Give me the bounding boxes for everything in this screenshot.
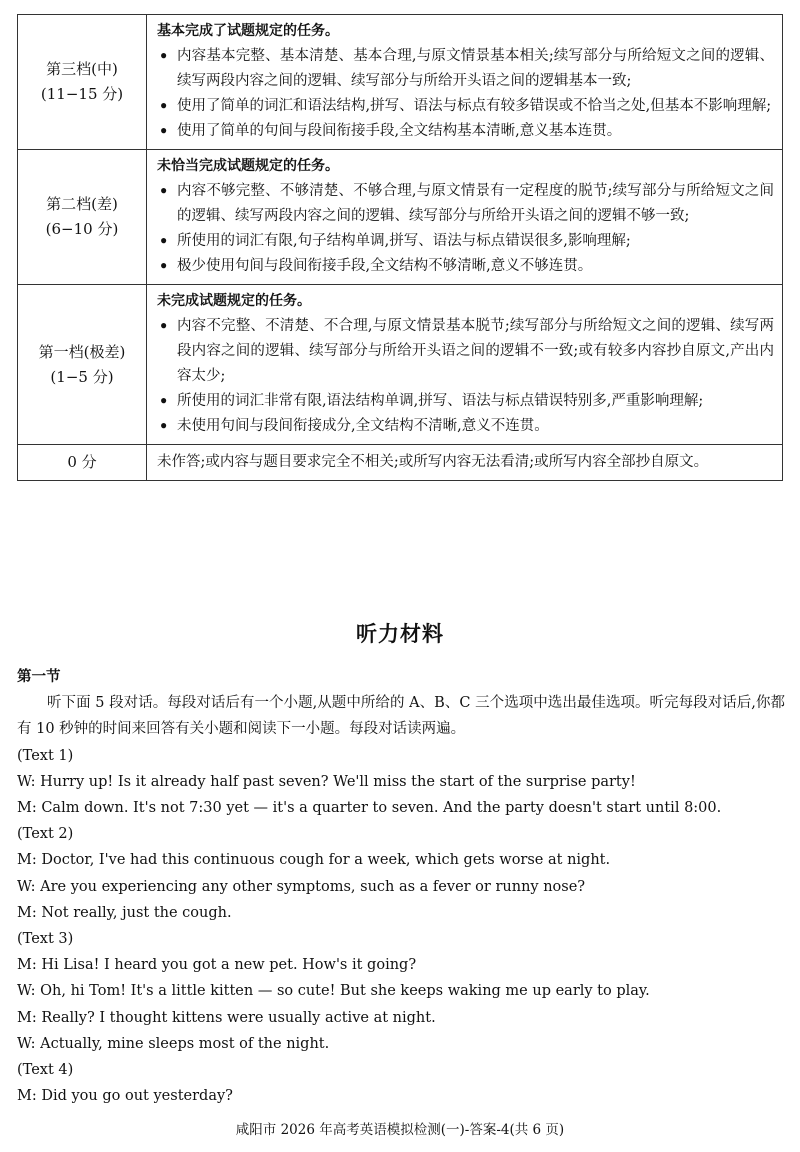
level-name: 第三档(中)	[46, 60, 118, 78]
text-label: (Text 4)	[17, 1062, 74, 1079]
level-heading: 未完成试题规定的任务。	[157, 293, 311, 309]
level-description	[147, 285, 783, 445]
criterion-item: • 内容基本完整、基本清楚、基本合理,与原文情景基本相关;续写部分与所给短文之间的逻辑、续写两段内容之间的逻辑、续写部分与所给开头语之间的逻辑基本一致;	[157, 44, 774, 94]
level-name: 0 分	[67, 453, 97, 471]
criterion-item: • 内容不完整、不清楚、不合理,与原文情景基本脱节;续写部分与所给短文之间的逻辑、续写两段内容之间的逻辑、续写部分与所给开头语之间的逻辑不一致;或有较多内容抄自原文,产出内容太少;	[157, 314, 774, 389]
rubric-row	[18, 285, 783, 445]
dialogue-line: W: Are you experiencing any other symptoms, such as a fever or runny nose?	[17, 878, 586, 895]
criterion-item: • 极少使用句间与段间衔接手段,全文结构不够清晰,意义不够连贯。	[157, 254, 774, 279]
rubric-row	[18, 150, 783, 285]
text-label: (Text 2)	[17, 826, 74, 843]
criterion-item: • 内容不够完整、不够清楚、不够合理,与原文情景有一定程度的脱节;续写部分与所给短文之间的逻辑、续写两段内容之间的逻辑、续写部分与所给开头语之间的逻辑不够一致;	[157, 179, 774, 229]
page-footer: 咸阳市 2026 年高考英语模拟检测(一)-答案-4(共 6 页)	[235, 1122, 565, 1138]
dialogue-line: M: Doctor, I've had this continuous cough for a week, which gets worse at night.	[17, 852, 611, 869]
criterion-item: • 所使用的词汇非常有限,语法结构单调,拼写、语法与标点错误特别多,严重影响理解;	[157, 389, 774, 414]
level-range: (6−10 分)	[45, 220, 119, 238]
dialogue-line: W: Actually, mine sleeps most of the night.	[17, 1035, 330, 1052]
text-label: (Text 1)	[17, 747, 74, 764]
listening-material	[17, 664, 785, 1109]
dialogue-line: W: Oh, hi Tom! It's a little kitten — so cute! But she keeps waking me up early to play.	[17, 983, 650, 1000]
criteria-list	[157, 314, 774, 439]
section-label: 第一节	[17, 669, 61, 685]
criterion-item: • 使用了简单的词汇和语法结构,拼写、语法与标点有较多错误或不恰当之处,但基本不影响理解;	[157, 94, 774, 119]
level-heading: 基本完成了试题规定的任务。	[157, 23, 339, 39]
level-range: (11−15 分)	[40, 85, 124, 103]
criteria-list	[157, 179, 774, 279]
dialogue-line: M: Calm down. It's not 7:30 yet — it's a quarter to seven. And the party doesn't start until 8:00.	[17, 800, 722, 817]
rubric-row	[18, 15, 783, 150]
instructions-paragraph: 听下面 5 段对话。每段对话后有一个小题,从题中所给的 A、B、C 三个选项中选出最佳选项。听完每段对话后,你都有 10 秒钟的时间来回答有关小题和阅读下一小题。每段对话读两遍。	[17, 695, 785, 738]
level-name: 第二档(差)	[46, 195, 118, 213]
level-description	[147, 150, 783, 285]
zero-description: 未作答;或内容与题目要求完全不相关;或所写内容无法看清;或所写内容全部抄自原文。	[147, 445, 783, 481]
level-name: 第一档(极差)	[38, 342, 126, 361]
scoring-rubric-table	[17, 14, 783, 481]
level-heading: 未恰当完成试题规定的任务。	[157, 158, 339, 174]
rubric-row-zero	[18, 445, 783, 481]
level-description	[147, 15, 783, 150]
dialogue-line: M: Really? I thought kittens were usually active at night.	[17, 1009, 436, 1026]
level-cell	[18, 15, 147, 150]
level-cell	[18, 285, 147, 445]
dialogue-line: M: Hi Lisa! I heard you got a new pet. How's it going?	[17, 957, 417, 974]
level-cell	[18, 445, 147, 481]
level-cell	[18, 150, 147, 285]
level-range: (1−5 分)	[50, 367, 114, 386]
dialogue-line: W: Hurry up! Is it already half past seven? We'll miss the start of the surprise party!	[17, 773, 636, 790]
dialogue-line: M: Did you go out yesterday?	[17, 1088, 233, 1105]
criterion-item: • 未使用句间与段间衔接成分,全文结构不清晰,意义不连贯。	[157, 414, 774, 439]
dialogue-line: M: Not really, just the cough.	[17, 904, 232, 921]
criterion-item: • 使用了简单的句间与段间衔接手段,全文结构基本清晰,意义基本连贯。	[157, 119, 774, 144]
criterion-item: • 所使用的词汇有限,句子结构单调,拼写、语法与标点错误很多,影响理解;	[157, 229, 774, 254]
section-title: 听力材料	[356, 622, 444, 646]
text-label: (Text 3)	[17, 931, 74, 948]
criteria-list	[157, 44, 774, 144]
